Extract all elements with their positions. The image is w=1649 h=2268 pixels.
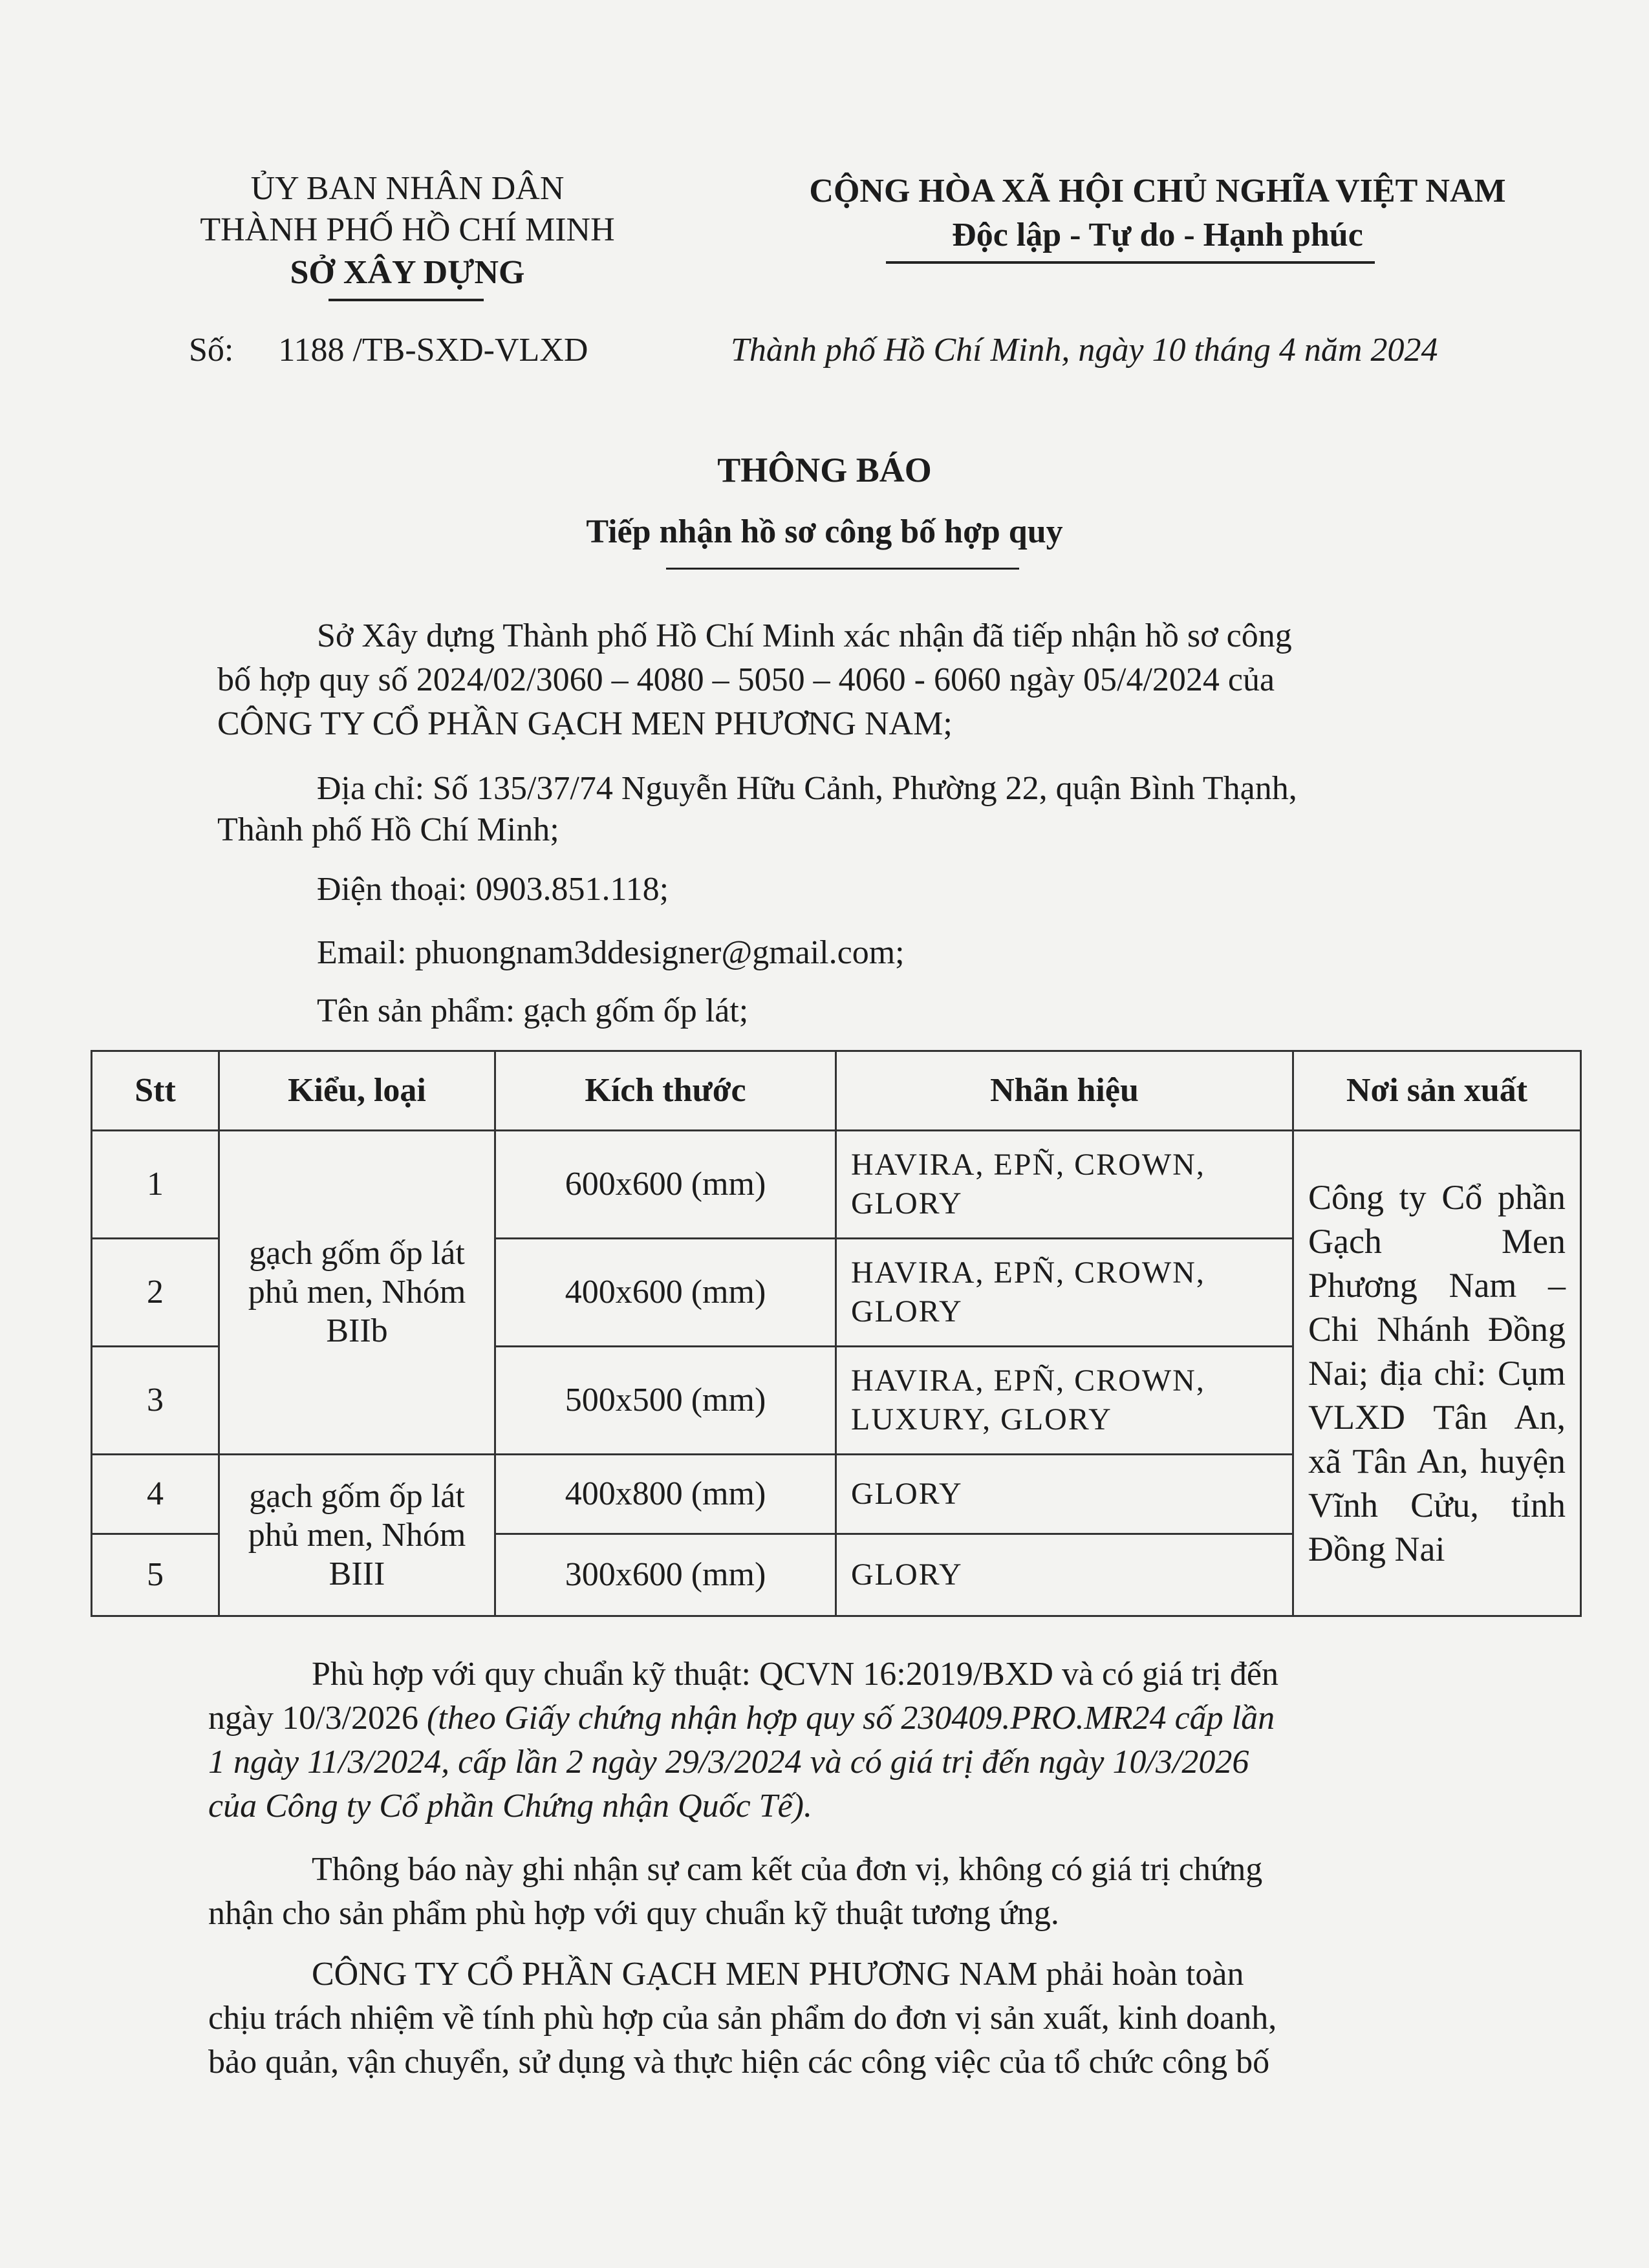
responsibility-line-1: CÔNG TY CỔ PHẦN GẠCH MEN PHƯƠNG NAM phải hoàn toàn bbox=[312, 1956, 1244, 1993]
row-place: Công ty Cổ phần Gạch Men Phương Nam – Chi Nhánh Đồng Nai; địa chỉ: Cụm VLXD Tân An, xã Tân An, huyện Vĩnh Cửu, tỉnh Đồng Nai bbox=[1293, 1131, 1581, 1616]
row-size: 500x500 (mm) bbox=[495, 1347, 836, 1455]
row-size: 600x600 (mm) bbox=[495, 1131, 836, 1239]
row-stt: 3 bbox=[92, 1347, 219, 1455]
row-brand: HAVIRA, EPÑ, CROWN, GLORY bbox=[836, 1131, 1293, 1239]
responsibility-line-3: bảo quản, vận chuyển, sử dụng và thực hiện các công việc của tổ chức công bố bbox=[208, 2044, 1270, 2081]
row-type-group-1: gạch gốm ốp lát phủ men, Nhóm BIIb bbox=[219, 1131, 495, 1455]
header-stt: Stt bbox=[92, 1051, 219, 1131]
notice-line-2: nhận cho sản phẩm phù hợp với quy chuẩn kỹ thuật tương ứng. bbox=[208, 1895, 1059, 1932]
conformity-line-2 bbox=[208, 1699, 1275, 1737]
document-number bbox=[189, 330, 588, 371]
conformity-certificate-ref: (theo Giấy chứng nhận hợp quy số 230409.PRO.MR24 cấp lần bbox=[426, 1700, 1275, 1737]
intro-line-1: Sở Xây dựng Thành phố Hồ Chí Minh xác nhận đã tiếp nhận hồ sơ công bbox=[317, 617, 1292, 654]
row-brand: HAVIRA, EPÑ, CROWN, GLORY bbox=[836, 1239, 1293, 1347]
conformity-line-3: 1 ngày 11/3/2024, cấp lần 2 ngày 29/3/2024 và có giá trị đến ngày 10/3/2026 bbox=[208, 1744, 1249, 1781]
document-title: THÔNG BÁO bbox=[717, 451, 932, 489]
row-size: 400x800 (mm) bbox=[495, 1455, 836, 1534]
document-number-label: Số: bbox=[189, 332, 234, 369]
intro-line-2: bố hợp quy số 2024/02/3060 – 4080 – 5050 – 4060 - 6060 ngày 05/4/2024 của bbox=[217, 661, 1275, 698]
conformity-line-4: của Công ty Cổ phần Chứng nhận Quốc Tế). bbox=[208, 1788, 812, 1824]
header-size: Kích thước bbox=[495, 1051, 836, 1131]
national-motto: Độc lập - Tự do - Hạnh phúc bbox=[952, 217, 1363, 253]
authority-line-2: THÀNH PHỐ HỒ CHÍ MINH bbox=[200, 211, 615, 248]
product-table bbox=[91, 1050, 1582, 1617]
row-brand: GLORY bbox=[836, 1534, 1293, 1616]
address-line-2: Thành phố Hồ Chí Minh; bbox=[217, 811, 559, 848]
document-subtitle: Tiếp nhận hồ sơ công bố hợp quy bbox=[586, 513, 1063, 550]
row-type-group-2: gạch gốm ốp lát phủ men, Nhóm BIII bbox=[219, 1455, 495, 1616]
conformity-valid-date: ngày 10/3/2026 bbox=[208, 1700, 427, 1737]
table-header-row bbox=[92, 1051, 1581, 1131]
authority-line-1: ỦY BAN NHÂN DÂN bbox=[250, 170, 565, 207]
intro-line-3: CÔNG TY CỔ PHẦN GẠCH MEN PHƯƠNG NAM; bbox=[217, 705, 953, 742]
header-place: Nơi sản xuất bbox=[1293, 1051, 1581, 1131]
row-stt: 4 bbox=[92, 1455, 219, 1534]
header-type: Kiểu, loại bbox=[219, 1051, 495, 1131]
row-stt: 2 bbox=[92, 1239, 219, 1347]
motto-underline bbox=[886, 261, 1375, 264]
header-brand: Nhãn hiệu bbox=[836, 1051, 1293, 1131]
notice-line-1: Thông báo này ghi nhận sự cam kết của đơn vị, không có giá trị chứng bbox=[312, 1851, 1263, 1888]
conformity-line-1: Phù hợp với quy chuẩn kỹ thuật: QCVN 16:2019/BXD và có giá trị đến bbox=[312, 1656, 1278, 1693]
authority-underline bbox=[329, 299, 484, 301]
table-row bbox=[92, 1131, 1581, 1239]
row-size: 400x600 (mm) bbox=[495, 1239, 836, 1347]
address-line-1: Địa chỉ: Số 135/37/74 Nguyễn Hữu Cảnh, Phường 22, quận Bình Thạnh, bbox=[317, 770, 1297, 807]
row-brand: GLORY bbox=[836, 1455, 1293, 1534]
document-number-value: 1188 /TB-SXD-VLXD bbox=[278, 332, 588, 369]
row-size: 300x600 (mm) bbox=[495, 1534, 836, 1616]
place-and-date: Thành phố Hồ Chí Minh, ngày 10 tháng 4 năm 2024 bbox=[731, 332, 1438, 369]
product-line: Tên sản phẩm: gạch gốm ốp lát; bbox=[317, 992, 749, 1029]
issuing-authority bbox=[142, 168, 673, 294]
row-stt: 5 bbox=[92, 1534, 219, 1616]
row-stt: 1 bbox=[92, 1131, 219, 1239]
phone-line: Điện thoại: 0903.851.118; bbox=[317, 871, 669, 908]
row-brand: HAVIRA, EPÑ, CROWN, LUXURY, GLORY bbox=[836, 1347, 1293, 1455]
email-line: Email: phuongnam3ddesigner@gmail.com; bbox=[317, 934, 905, 971]
subtitle-underline bbox=[666, 568, 1019, 570]
authority-line-3: SỞ XÂY DỰNG bbox=[290, 254, 525, 291]
national-header bbox=[711, 171, 1604, 256]
country-name: CỘNG HÒA XÃ HỘI CHỦ NGHĨA VIỆT NAM bbox=[809, 173, 1506, 209]
responsibility-line-2: chịu trách nhiệm về tính phù hợp của sản phẩm do đơn vị sản xuất, kinh doanh, bbox=[208, 2000, 1277, 2037]
